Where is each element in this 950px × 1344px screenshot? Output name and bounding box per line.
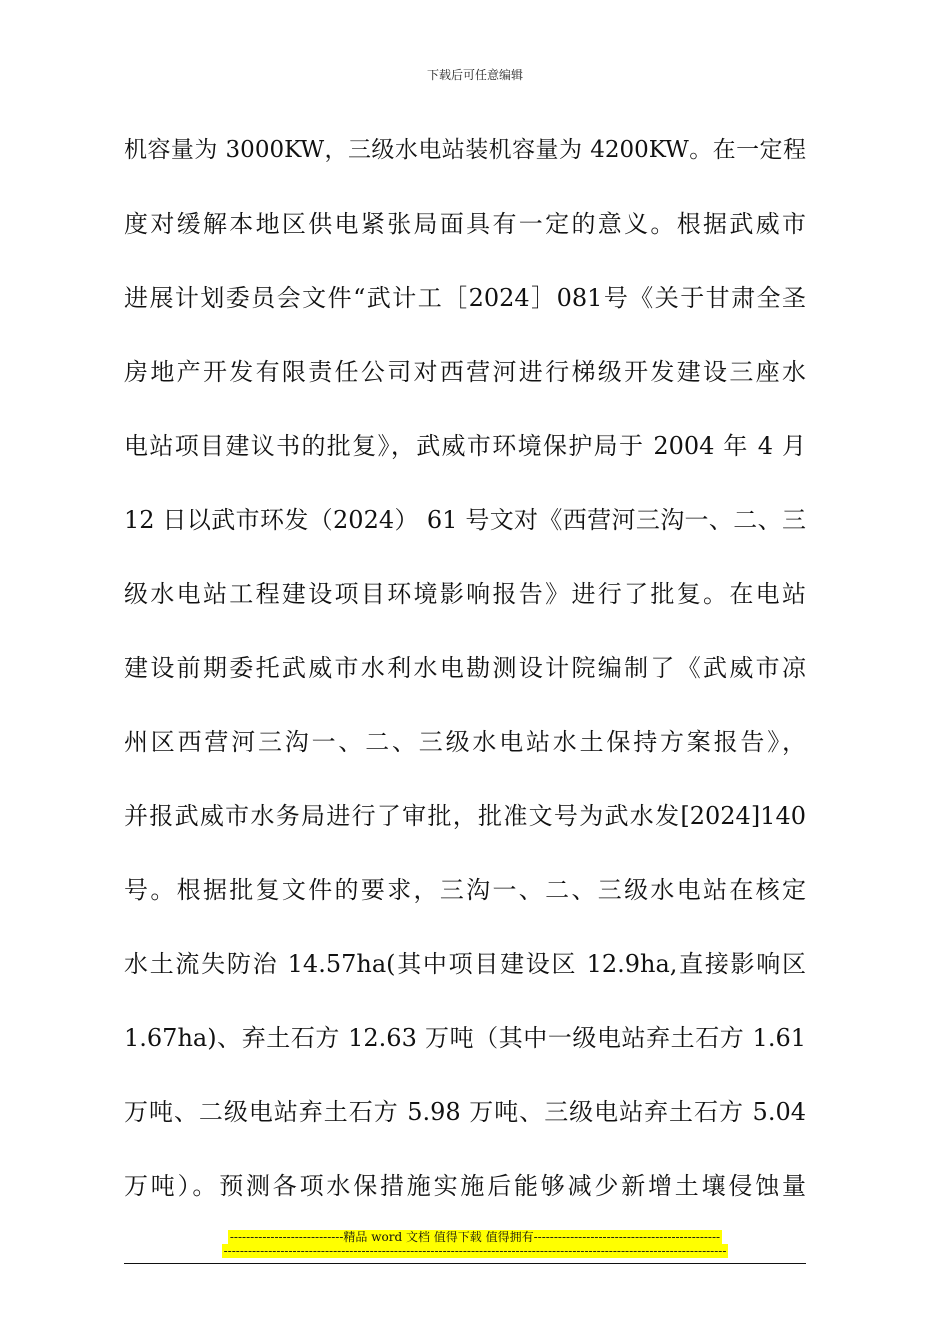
footer-banner-dash-text: ---------------------------------------------------------------------------------------------------------------------------- — [223, 1244, 727, 1258]
document-body — [124, 128, 806, 1238]
body-line: 并报武威市水务局进行了审批，批准文号为武水发[2024]140 — [124, 802, 806, 830]
body-line: 水土流失防治 14.57ha(其中项目建设区 12.9ha,直接影响区 — [124, 950, 806, 978]
body-line: 房地产开发有限责任公司对西营河进行梯级开发建设三座水 — [124, 358, 806, 386]
body-line: 级水电站工程建设项目环境影响报告》进行了批复。在电站 — [124, 580, 806, 608]
body-line: 州区西营河三沟一、二、三级水电站水土保持方案报告》， — [124, 728, 806, 756]
body-line: 进展计划委员会文件“武计工［2024］081号《关于甘肃全圣 — [124, 284, 806, 312]
body-line: 机容量为 3000KW，三级水电站装机容量为 4200KW。在一定程 — [124, 137, 806, 163]
footer-banner-text: ----------------------------精品 word 文档 值得下载 值得拥有---------------------------------------------- — [229, 1230, 721, 1244]
body-line: 1.67ha)、弃土石方 12.63 万吨（其中一级电站弃土石方 1.61 — [124, 1024, 806, 1052]
footer-rule — [124, 1263, 806, 1264]
footer-banner — [0, 1230, 950, 1244]
page-header-note: 下载后可任意编辑 — [426, 68, 523, 82]
footer-banner-dashes — [0, 1244, 950, 1258]
body-line: 12 日以武市环发（2024） 61 号文对《西营河三沟一、二、三 — [124, 506, 806, 534]
body-line: 度对缓解本地区供电紧张局面具有一定的意义。根据武威市 — [124, 210, 806, 238]
body-line: 建设前期委托武威市水利水电勘测设计院编制了《武威市凉 — [124, 654, 806, 682]
body-line: 万吨、二级电站弃土石方 5.98 万吨、三级电站弃土石方 5.04 — [124, 1098, 806, 1126]
body-line: 万吨）。预测各项水保措施实施后能够减少新增土壤侵蚀量 — [124, 1172, 806, 1200]
body-line: 号。根据批复文件的要求，三沟一、二、三级水电站在核定 — [124, 876, 806, 904]
body-line: 电站项目建议书的批复》，武威市环境保护局于 2004 年 4 月 — [124, 432, 806, 460]
